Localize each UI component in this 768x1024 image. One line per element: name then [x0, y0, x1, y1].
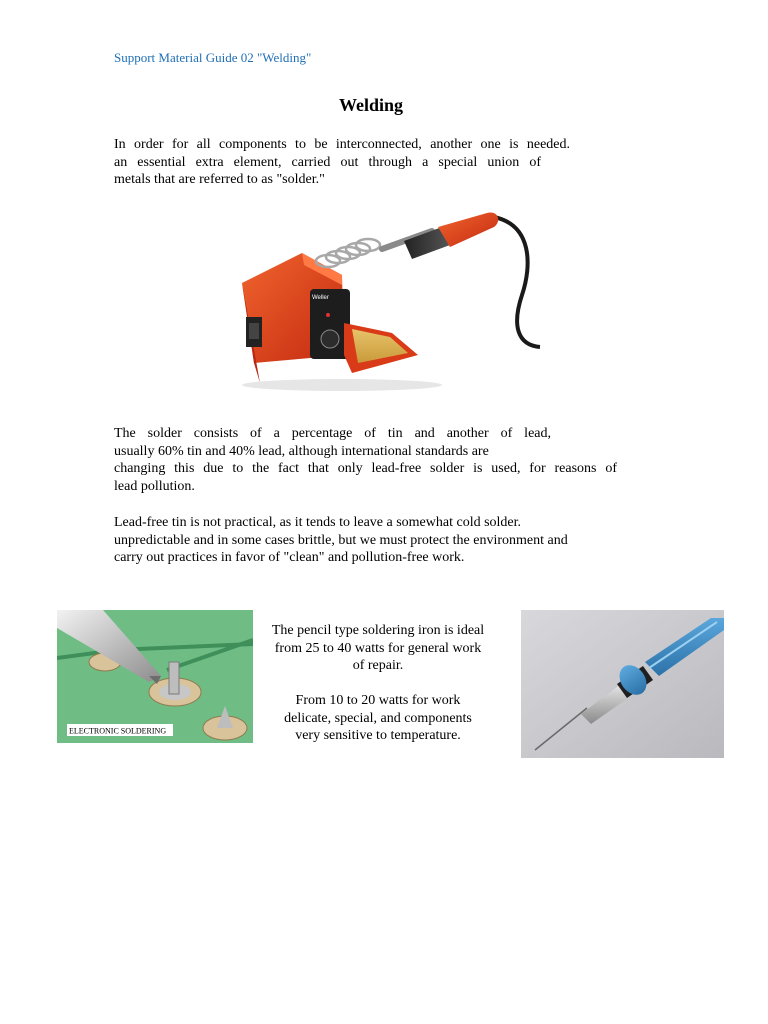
- caption-delicate-line-3: very sensitive to temperature.: [295, 728, 461, 743]
- leadfree-line-3: carry out practices in favor of "clean" and pollution-free work.: [114, 550, 465, 565]
- caption-delicate: [258, 692, 498, 745]
- caption-general-line-3: of repair.: [352, 658, 404, 673]
- electronic-soldering-image: [57, 610, 253, 743]
- solder-line-4: lead pollution.: [114, 478, 195, 494]
- soldering-station-image: [232, 205, 548, 395]
- pencil-soldering-iron-image: [521, 610, 724, 758]
- brand-mark: Weller: [312, 295, 329, 301]
- leadfree-line-1: Lead-free tin is not practical, as it tends to leave a somewhat cold solder.: [114, 515, 522, 530]
- caption-general: [258, 622, 498, 675]
- intro-line-2: an essential extra element, carried out through a special union of: [114, 154, 541, 170]
- solder-line-1: The solder consists of a percentage of tin and another of lead,: [114, 426, 551, 441]
- solder-line-2: usually 60% tin and 40% lead, although international standards are: [114, 443, 489, 459]
- guide-header[interactable]: Support Material Guide 02 "Welding": [114, 50, 312, 65]
- caption-general-line-1: The pencil type soldering iron is ideal: [271, 623, 485, 638]
- solder-paragraph: [114, 425, 617, 495]
- caption-delicate-line-1: From 10 to 20 watts for work: [295, 693, 461, 708]
- intro-paragraph: [114, 136, 570, 189]
- solder-line-3: changing this due to the fact that only lead-free solder is used, for reasons of: [114, 461, 617, 476]
- caption-delicate-line-2: delicate, special, and components: [284, 710, 472, 726]
- leadfree-line-2: unpredictable and in some cases brittle, but we must protect the environment and: [114, 532, 568, 548]
- page-title: Welding: [338, 95, 404, 115]
- pcb-label: ELECTRONIC SOLDERING: [69, 726, 167, 736]
- intro-line-3: metals that are referred to as "solder.": [114, 172, 325, 187]
- intro-line-1: In order for all components to be interconnected, another one is needed.: [114, 137, 570, 152]
- leadfree-paragraph: [114, 514, 604, 567]
- caption-general-line-2: from 25 to 40 watts for general work: [274, 640, 482, 656]
